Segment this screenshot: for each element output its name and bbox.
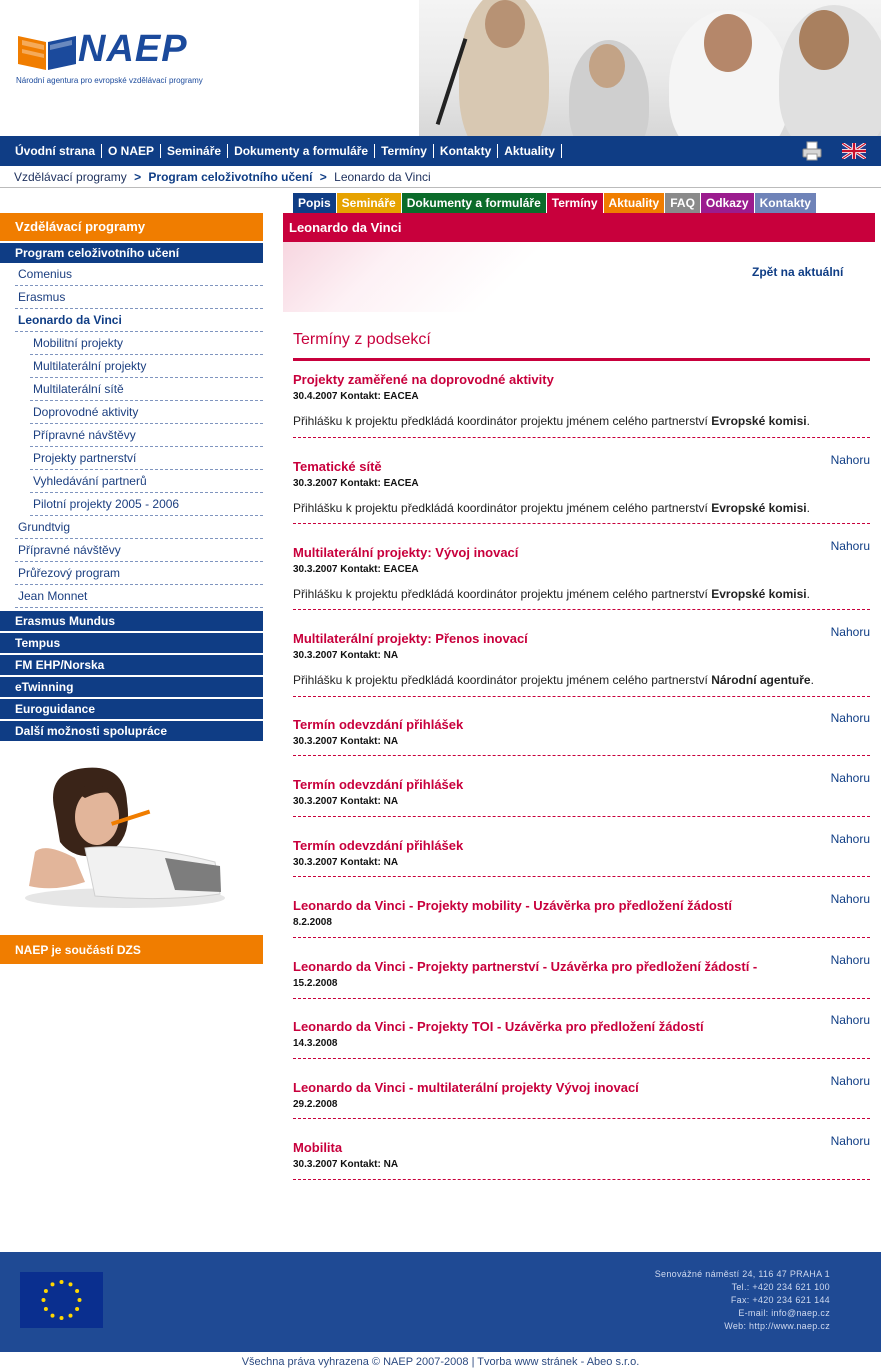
phone-line: Tel.: +420 234 621 100 (731, 1282, 830, 1292)
back-to-top-link[interactable]: Nahoru (830, 539, 870, 553)
event-meta: 30.3.2007 Kontakt: EACEA (293, 564, 419, 575)
nav-documents[interactable]: Dokumenty a formuláře (228, 144, 375, 158)
sidebar-item-comenius[interactable]: Comenius (15, 263, 263, 286)
event-title[interactable]: Mobilita (293, 1140, 343, 1155)
back-to-top-link[interactable]: Nahoru (830, 953, 870, 967)
event-divider (293, 1058, 870, 1059)
event-item (293, 539, 870, 601)
breadcrumb-program[interactable]: Program celoživotního učení (148, 170, 313, 184)
logo-wordmark: NAEP (78, 28, 188, 70)
address-line: Senovážné náměstí 24, 116 47 PRAHA 1 (654, 1269, 830, 1279)
sidebar-item-euroguidance[interactable]: Euroguidance (0, 699, 263, 719)
section-title: Termíny z podsekcí (293, 331, 431, 348)
event-item (293, 1074, 870, 1110)
eu-flag-icon (20, 1272, 103, 1328)
back-to-news-link[interactable]: Zpět na aktuální (752, 265, 844, 279)
event-item (293, 953, 870, 989)
sidebar-item-fm-ehp[interactable]: FM EHP/Norska (0, 655, 263, 675)
event-divider (293, 876, 870, 877)
main-navigation (0, 136, 881, 166)
fax-line: Fax: +420 234 621 144 (730, 1295, 830, 1305)
event-meta: 30.3.2007 Kontakt: NA (293, 650, 399, 661)
event-item (293, 453, 870, 515)
event-meta: 29.2.2008 (293, 1099, 338, 1110)
back-to-top-link[interactable]: Nahoru (830, 1074, 870, 1088)
nav-contacts[interactable]: Kontakty (434, 144, 498, 158)
breadcrumb-separator: > (134, 170, 142, 184)
event-meta: 30.3.2007 Kontakt: EACEA (293, 478, 419, 489)
student-girl-image (15, 762, 227, 912)
copyright-text: Všechna práva vyhrazena © NAEP 2007-2008 | Tvorba www stránek - Abeo s.r.o. (241, 1356, 640, 1368)
logo-tagline: Národní agentura pro evropské vzdělávací programy (16, 76, 203, 85)
back-to-top-link[interactable]: Nahoru (830, 1134, 870, 1148)
sidebar-item-etwinning[interactable]: eTwinning (0, 677, 263, 697)
back-to-top-link[interactable]: Nahoru (830, 771, 870, 785)
content-header: Leonardo da Vinci (283, 213, 875, 242)
event-meta: 8.2.2008 (293, 917, 332, 928)
back-to-top-link[interactable]: Nahoru (830, 892, 870, 906)
event-title[interactable]: Termín odevzdání přihlášek (293, 777, 464, 792)
contact-address (655, 1268, 830, 1333)
event-title[interactable]: Leonardo da Vinci - Projekty TOI - Uzávěrka pro předložení žádostí (293, 1019, 704, 1034)
event-divider (293, 755, 870, 756)
event-divider (293, 609, 870, 610)
event-item (293, 372, 870, 428)
sidebar-item-transversal[interactable]: Průřezový program (15, 562, 263, 585)
back-to-top-link[interactable]: Nahoru (830, 453, 870, 467)
event-description: Přihlášku k projektu předkládá koordinátor projektu jménem celého partnerství Evropské komisi. (293, 501, 810, 515)
book-logo-icon (16, 32, 78, 72)
breadcrumb-separator: > (319, 170, 327, 184)
event-title[interactable]: Leonardo da Vinci - Projekty mobility - Uzávěrka pro předložení žádostí (293, 898, 732, 913)
sidebar-item-program[interactable]: Program celoživotního učení (0, 243, 263, 263)
event-title[interactable]: Termín odevzdání přihlášek (293, 717, 464, 732)
sidebar-item-jean-monnet[interactable]: Jean Monnet (15, 585, 263, 608)
event-title[interactable]: Leonardo da Vinci - Projekty partnerství - Uzávěrka pro předložení žádostí - (293, 959, 758, 974)
sidebar-item-leonardo[interactable]: Leonardo da Vinci (15, 309, 263, 332)
site-header (0, 0, 881, 136)
event-meta: 14.3.2008 (293, 1038, 338, 1049)
event-divider (293, 1179, 870, 1180)
event-description: Přihlášku k projektu předkládá koordinátor projektu jménem celého partnerství Evropské komisi. (293, 587, 810, 601)
print-icon[interactable] (802, 141, 822, 161)
back-to-top-link[interactable]: Nahoru (830, 1013, 870, 1027)
section-title-rule (293, 358, 870, 361)
sidebar-item-erasmus-mundus[interactable]: Erasmus Mundus (0, 611, 263, 631)
event-divider (293, 998, 870, 999)
email-line[interactable]: E-mail: info@naep.cz (738, 1308, 830, 1318)
sidebar-item-partner-search[interactable]: Vyhledávání partnerů (30, 470, 263, 493)
sidebar-item-erasmus[interactable]: Erasmus (15, 286, 263, 309)
tab-terminy[interactable]: Termíny (547, 193, 604, 213)
event-meta: 30.4.2007 Kontakt: EACEA (293, 391, 419, 402)
event-description: Přihlášku k projektu předkládá koordinátor projektu jménem celého partnerství Evropské komisi. (293, 414, 810, 428)
event-description: Přihlášku k projektu předkládá koordinátor projektu jménem celého partnerství Národní agentuře. (293, 673, 814, 687)
back-to-top-link[interactable]: Nahoru (830, 832, 870, 846)
sidebar-item-multilateral-networks[interactable]: Multilaterální sítě (30, 378, 263, 401)
tab-dokumenty[interactable]: Dokumenty a formuláře (402, 193, 547, 213)
section-tabs (293, 193, 817, 213)
event-item (293, 832, 870, 868)
sidebar-item-partnerships[interactable]: Projekty partnerství (30, 447, 263, 470)
tab-kontakty[interactable]: Kontakty (755, 193, 817, 213)
tab-odkazy[interactable]: Odkazy (701, 193, 755, 213)
breadcrumb-divider (0, 187, 881, 188)
sidebar-item-preparatory-visits[interactable]: Přípravné návštěvy (30, 424, 263, 447)
web-line[interactable]: Web: http://www.naep.cz (724, 1321, 830, 1331)
nav-seminars[interactable]: Semináře (161, 144, 228, 158)
event-divider (293, 523, 870, 524)
event-divider (293, 1118, 870, 1119)
event-title[interactable]: Tematické sítě (293, 459, 382, 474)
breadcrumb-root[interactable]: Vzdělávací programy (14, 170, 127, 184)
event-item (293, 771, 870, 807)
sidebar-item-grundtvig[interactable]: Grundtvig (15, 516, 263, 539)
sidebar (0, 213, 263, 741)
sidebar-item-pilot-projects[interactable]: Pilotní projekty 2005 - 2006 (30, 493, 263, 516)
event-divider (293, 437, 870, 438)
event-divider (293, 816, 870, 817)
back-to-top-link[interactable]: Nahoru (830, 625, 870, 639)
nav-home[interactable]: Úvodní strana (9, 144, 102, 158)
sidebar-item-multilateral-projects[interactable]: Multilaterální projekty (30, 355, 263, 378)
tab-popis[interactable]: Popis (293, 193, 337, 213)
tab-aktuality[interactable]: Aktuality (604, 193, 666, 213)
sidebar-item-other-cooperation[interactable]: Další možnosti spolupráce (0, 721, 263, 741)
event-divider (293, 937, 870, 938)
back-to-top-link[interactable]: Nahoru (830, 711, 870, 725)
event-item (293, 1013, 870, 1049)
sidebar-heading[interactable]: Vzdělávací programy (0, 213, 263, 241)
event-item (293, 892, 870, 928)
nav-deadlines[interactable]: Termíny (375, 144, 434, 158)
footer (0, 1252, 881, 1352)
event-title[interactable]: Leonardo da Vinci - multilaterální projekty Vývoj inovací (293, 1080, 639, 1095)
event-meta: 30.3.2007 Kontakt: NA (293, 1159, 399, 1170)
sidebar-item-preparatory[interactable]: Přípravné návštěvy (15, 539, 263, 562)
sidebar-item-mobility[interactable]: Mobilitní projekty (30, 332, 263, 355)
sidebar-item-tempus[interactable]: Tempus (0, 633, 263, 653)
event-item (293, 1134, 870, 1170)
nav-about[interactable]: O NAEP (102, 144, 161, 158)
event-title[interactable]: Multilaterální projekty: Přenos inovací (293, 631, 528, 646)
event-title[interactable]: Termín odevzdání přihlášek (293, 838, 464, 853)
event-item (293, 711, 870, 747)
nav-news[interactable]: Aktuality (498, 144, 562, 158)
event-title[interactable]: Multilaterální projekty: Vývoj inovací (293, 545, 519, 560)
uk-flag-icon[interactable] (842, 143, 866, 159)
event-meta: 30.3.2007 Kontakt: NA (293, 736, 399, 747)
event-meta: 15.2.2008 (293, 978, 338, 989)
naep-logo[interactable] (16, 28, 216, 88)
dzs-banner[interactable]: NAEP je součástí DZS (0, 935, 263, 964)
sidebar-item-accompanying[interactable]: Doprovodné aktivity (30, 401, 263, 424)
event-item (293, 625, 870, 687)
tab-faq[interactable]: FAQ (665, 193, 701, 213)
event-divider (293, 696, 870, 697)
breadcrumb (14, 170, 431, 184)
tab-seminare[interactable]: Semináře (337, 193, 402, 213)
breadcrumb-current: Leonardo da Vinci (334, 170, 431, 184)
event-title[interactable]: Projekty zaměřené na doprovodné aktivity (293, 372, 554, 387)
header-students-photo (419, 0, 881, 136)
event-meta: 30.3.2007 Kontakt: NA (293, 857, 399, 868)
event-meta: 30.3.2007 Kontakt: NA (293, 796, 399, 807)
